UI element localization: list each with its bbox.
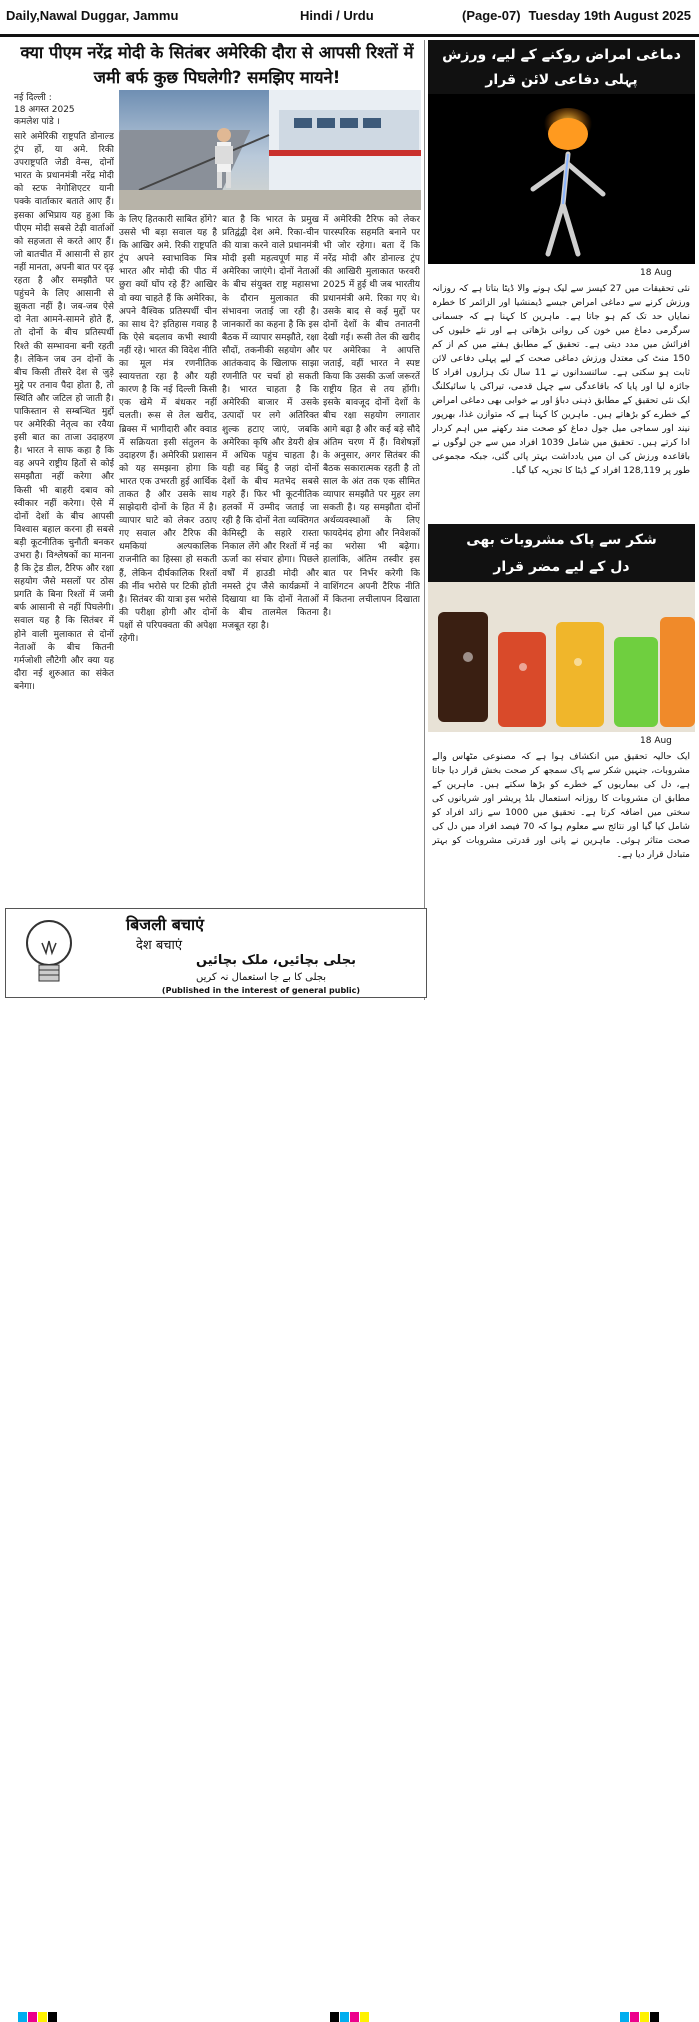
article-text: बात है कि भारत के प्रमुख प्रतिद्वंद्वी देश अमे. रिका-चीन की यात्रा करने वाले प्रधानमंत्री मोदी इसी महत्वपूर्ण माह में अमेरिका जाएंगे। दोनों नेताओं के बीच संयुक्त राष्ट्र महासभा के दौरान मुलाकात की संभावना जताई जा रही है। जानकारों का कहना है कि इस बैठक में व्यापार समझौते, रक्षा सौदों, तकनीकी सहयोग और आतंकवाद के खिलाफ साझा रणनीति पर चर्चा हो सकती है। भारत चाहता है कि अमेरिकी बाजार में उसके उत्पादों पर लगे अतिरिक्त शुल्क हटाए जाएं, जबकि अमेरिका कृषि और डेयरी क्षेत्र में अधिक पहुंच चाहता है। यही वह बिंदु है जहां दोनों देशों के बीच मतभेद सबसे गहरे हैं। फिर भी कूटनीतिक हलकों में उम्मीद जताई जा रही है कि दोनों नेता व्यक्तिगत केमिस्ट्री के सहारे रास्ता निकाल लेंगे और रिश्तों में नई ऊर्जा का संचार होगा। पिछले वर्षों में हाउडी मोदी और नमस्ते ट्रंप जैसे कार्यक्रमों ने दिखाया था कि दोनों नेताओं के बीच तालमेल कितना मजबूत रहा है। bbox=[222, 215, 319, 631]
article-column-2 bbox=[119, 214, 217, 902]
article-photo bbox=[119, 90, 421, 210]
health-headline-line2: پہلی دفاعی لائن قرار bbox=[485, 72, 638, 88]
ad-hindi-subtitle: देश बचाएं bbox=[136, 938, 183, 953]
byline-date: 18 अगस्त 2025 bbox=[14, 105, 75, 115]
byline-place: नई दिल्ली : bbox=[14, 93, 52, 103]
article-column-4 bbox=[323, 214, 420, 902]
article-text: सारे अमेरिकी राष्ट्रपति डोनाल्ड ट्रंप हों, या अमे. रिकी उपराष्ट्रपति जेडी वेन्स, दोनों भारत के प्रधानमंत्री नरेंद्र मोदी को स्टफ नेगोशिएटर यानी पक्के वार्ताकार बताते आए हैं। इसका अभिप्राय यह हुआ कि पीएम मोदी सबसे टेढ़ी वार्ताओं को सहजता से करते आए हैं। जो बातचीत में आसानी से हार नहीं मानता, अपनी बात पर दृढ़ रहता है और समझौते पर पहुंचने के लिए आसानी से झुकता नहीं है। जब-जब ऐसे दो नेता आमने-सामने होते हैं, तो दोनों के बीच प्रतिस्पर्धी रिश्ते की सम्भावना बनी रहती है। लेकिन जब उन दोनों के बीच किसी तीसरे देश से जुड़े मुद्दे पर तनाव पैदा होता है, तो स्थिति और जटिल हो जाती है। पाकिस्तान से सम्बन्धित मुद्दों पर अमेरिकी नेतृत्व का रवैया इसी बात का ताजा उदाहरण है। भारत ने साफ कहा है कि वह अपने राष्ट्रीय हितों से कोई समझौता नहीं करेगा और किसी भी बाहरी दबाव को स्वीकार नहीं करेगा। ऐसे में दोनों देशों के बीच आपसी विश्वास बहाल करना ही सबसे बड़ी कूटनीतिक चुनौती बनकर उभरा है। विश्लेषकों का मानना है कि ट्रेड डील, टैरिफ और रक्षा सहयोग जैसे मसलों पर ठोस प्रगति के बिना रिश्तों में जमी बर्फ आसानी से नहीं पिघलेगी। सवाल यह है कि सितंबर में होने वाली मुलाकात से दोनों नेताओं के बीच कितनी गर्मजोशी लौटेगी और क्या यह दौरा नई शुरुआत का संकेत बनेगा। bbox=[14, 132, 114, 692]
health-article-text: نئی تحقیقات میں 27 کیسز سے لیک ہونے والا ڈیٹا بتاتا ہے کہ روزانہ ورزش کرنے سے دماغی امراض جیسے ڈیمنشیا اور الزائمر کا خطرہ نمایاں حد تک کم ہو جاتا ہے۔ ماہرین کا کہنا ہے کہ جسمانی سرگرمی دماغ میں خون کی روانی بڑھاتی ہے اور نئے خلیوں کی افزائش میں مدد دیتی ہے۔ تحقیق کے مطابق ہفتے میں کم از کم 150 منٹ کی معتدل ورزش دماغی صحت کے لیے پہلی دفاعی لائن ثابت ہو سکتی ہے۔ سائنسدانوں نے 11 سال تک ہزاروں افراد کا جائزہ لیا اور پایا کہ باقاعدگی سے چہل قدمی، تیراکی یا سائیکلنگ bbox=[432, 284, 690, 392]
drinks-headline-line2: دل کے لیے مضر قرار bbox=[493, 559, 630, 575]
issue-date: Tuesday 19th August 2025 bbox=[528, 8, 691, 23]
paper-name: Daily,Nawal Duggar, Jammu bbox=[6, 8, 179, 23]
brain-illustration bbox=[428, 94, 695, 264]
byline-agency: कमलेश पांडे । bbox=[14, 117, 60, 127]
health-dateline: 18 Aug bbox=[640, 268, 672, 278]
article-column-1 bbox=[14, 92, 114, 902]
ad-hindi-title: बिजली बचाएं bbox=[126, 915, 205, 934]
lightbulb-icon bbox=[14, 913, 84, 993]
language-label: Hindi / Urdu bbox=[300, 8, 374, 23]
airplane-steps-illustration bbox=[119, 90, 421, 210]
masthead bbox=[0, 0, 699, 37]
article-text: के लिए हितकारी साबित होंगे? उससे भी बड़ा सवाल यह है कि आखिर अमे. रिकी राष्ट्रपति ट्रंप अपने स्वाभाविक मित्र भारत और मोदी की पीठ में छुरा क्यों घोंप रहे हैं? आखिर वो क्या चाहते हैं कि अमेरिका, अपने वैश्विक प्रतिस्पर्धी चीन का साथ दे? इतिहास गवाह है कि ऐसे बदलाव कभी स्थायी नहीं रहे। भारत की विदेश नीति का मूल मंत्र रणनीतिक स्वायत्तता रहा है और यही कारण है कि नई दिल्ली किसी एक खेमे में बंधकर नहीं चलती। रूस से तेल खरीद, ब्रिक्स में भागीदारी और क्वाड में सक्रियता इसी संतुलन के उदाहरण हैं। अमेरिकी प्रशासन को यह समझना होगा कि भारत एक उभरती हुई आर्थिक ताकत है और उसके साथ साझेदारी दोनों के हित में है। व्यापार घाटे को लेकर उठाए गए सवाल और टैरिफ की धमकियां अल्पकालिक राजनीति का हिस्सा हो सकती हैं, लेकिन दीर्घकालिक रिश्तों की नींव भरोसे पर टिकी होती है। सितंबर की यात्रा इस भरोसे की परीक्षा होगी और दोनों पक्षों से परिपक्वता की अपेक्षा रहेगी। bbox=[119, 215, 217, 644]
public-service-ad bbox=[5, 908, 427, 998]
column-divider bbox=[424, 40, 425, 1000]
drinks-photo bbox=[428, 582, 695, 732]
article-text: में अमेरिकी टैरिफ को लेकर पारस्परिक सहमति बनाने पर भी जोर रहेगा। बता दें कि नरेंद्र मोदी और डोनाल्ड ट्रंप की आखिरी मुलाकात फरवरी 2025 में हुई थी जब भारतीय प्रधानमंत्री अमे. रिका गए थे। उसके बाद से कई मुद्दों पर दोनों देशों के बीच तनातनी देखी गई। रूसी तेल की खरीद पर अमेरिका ने आपत्ति जताई, वहीं भारत ने स्पष्ट किया कि उसकी ऊर्जा जरूरतें राष्ट्रीय हित से तय होंगी। इसके बावजूद दोनों देशों के बीच रक्षा सहयोग लगातार आगे बढ़ा है और कई बड़े सौदे अंतिम चरण में हैं। विशेषज्ञों के अनुसार, अगर सितंबर की बैठक सकारात्मक रहती है तो साल के अंत तक एक सीमित व्यापार समझौते पर मुहर लग सकती है। यह समझौता दोनों अर्थव्यवस्थाओं के लिए फायदेमंद होगा और निवेशकों का भरोसा भी बढ़ेगा। हालांकि, अंतिम तस्वीर इस बात पर निर्भर करेगी कि वाशिंगटन अपनी टैरिफ नीति में कितना लचीलापन दिखाता है। bbox=[323, 215, 420, 618]
ad-urdu-line1: بجلی بچائیں، ملک بچائیں bbox=[196, 953, 356, 968]
byline bbox=[14, 92, 114, 128]
health-headline-banner bbox=[428, 40, 695, 94]
page-number: (Page-07) bbox=[462, 8, 521, 23]
print-color-bar bbox=[0, 1004, 699, 1024]
health-article-text-continued: ایک نئی تحقیق کے مطابق ذہنی دباؤ اور بے خوابی بھی دماغی امراض کے خطرے کو بڑھاتے ہیں۔ ماہرین کا کہنا ہے کہ متوازن غذا، بھرپور نیند اور سماجی میل جول دماغ کو صحت مند رکھنے میں اہم کردار ادا کرتے ہیں۔ تحقیق میں شامل 1039 افراد میں سے جن لوگوں نے باقاعدہ ورزش کی ان میں یادداشت بہتر پائی گئی، جبکہ مجموعی طور پر 128,119 افراد کے ڈیٹا کا تجزیہ کیا گیا۔ bbox=[432, 396, 690, 476]
ad-urdu-line2: بجلی کا بے جا استعمال نہ کریں bbox=[195, 972, 327, 983]
article-column-3 bbox=[222, 214, 319, 902]
drinks-article-text: ایک حالیہ تحقیق میں انکشاف ہوا ہے کہ مصنوعی مٹھاس والے مشروبات، جنہیں شکر سے پاک سمجھ کر صحت بخش قرار دیا جاتا ہے، دل کی بیماریوں کے خطرے کو بڑھا سکتے ہیں۔ ماہرین کے مطابق ان مشروبات کا روزانہ استعمال بلڈ پریشر اور شریانوں کی سختی میں اضافہ کرتا ہے۔ تحقیق میں 1000 سے زائد افراد کو شامل کیا گیا اور نتائج سے معلوم ہوا کہ 70 فیصد افراد میں دل کی صحت متاثر ہوئی۔ ماہرین نے پانی اور قدرتی مشروبات کو بہتر متبادل قرار دیا ہے۔ bbox=[432, 752, 690, 860]
drinks-dateline: 18 Aug bbox=[640, 736, 672, 746]
drinks-headline-banner bbox=[428, 524, 695, 582]
page-title: क्या पीएम नरेंद्र मोदी के सितंबर अमेरिकी दौरा से आपसी रिश्तों में जमी बर्फ कुछ पिघलेगी? समझिए मायने! bbox=[20, 43, 414, 87]
ad-footer: (Published in the interest of general public) bbox=[161, 986, 361, 995]
health-headline-line1: دماغی امراض روکنے کے لیے، ورزش bbox=[442, 47, 681, 63]
drinks-headline-line1: شکر سے پاک مشروبات بھی bbox=[466, 532, 657, 548]
